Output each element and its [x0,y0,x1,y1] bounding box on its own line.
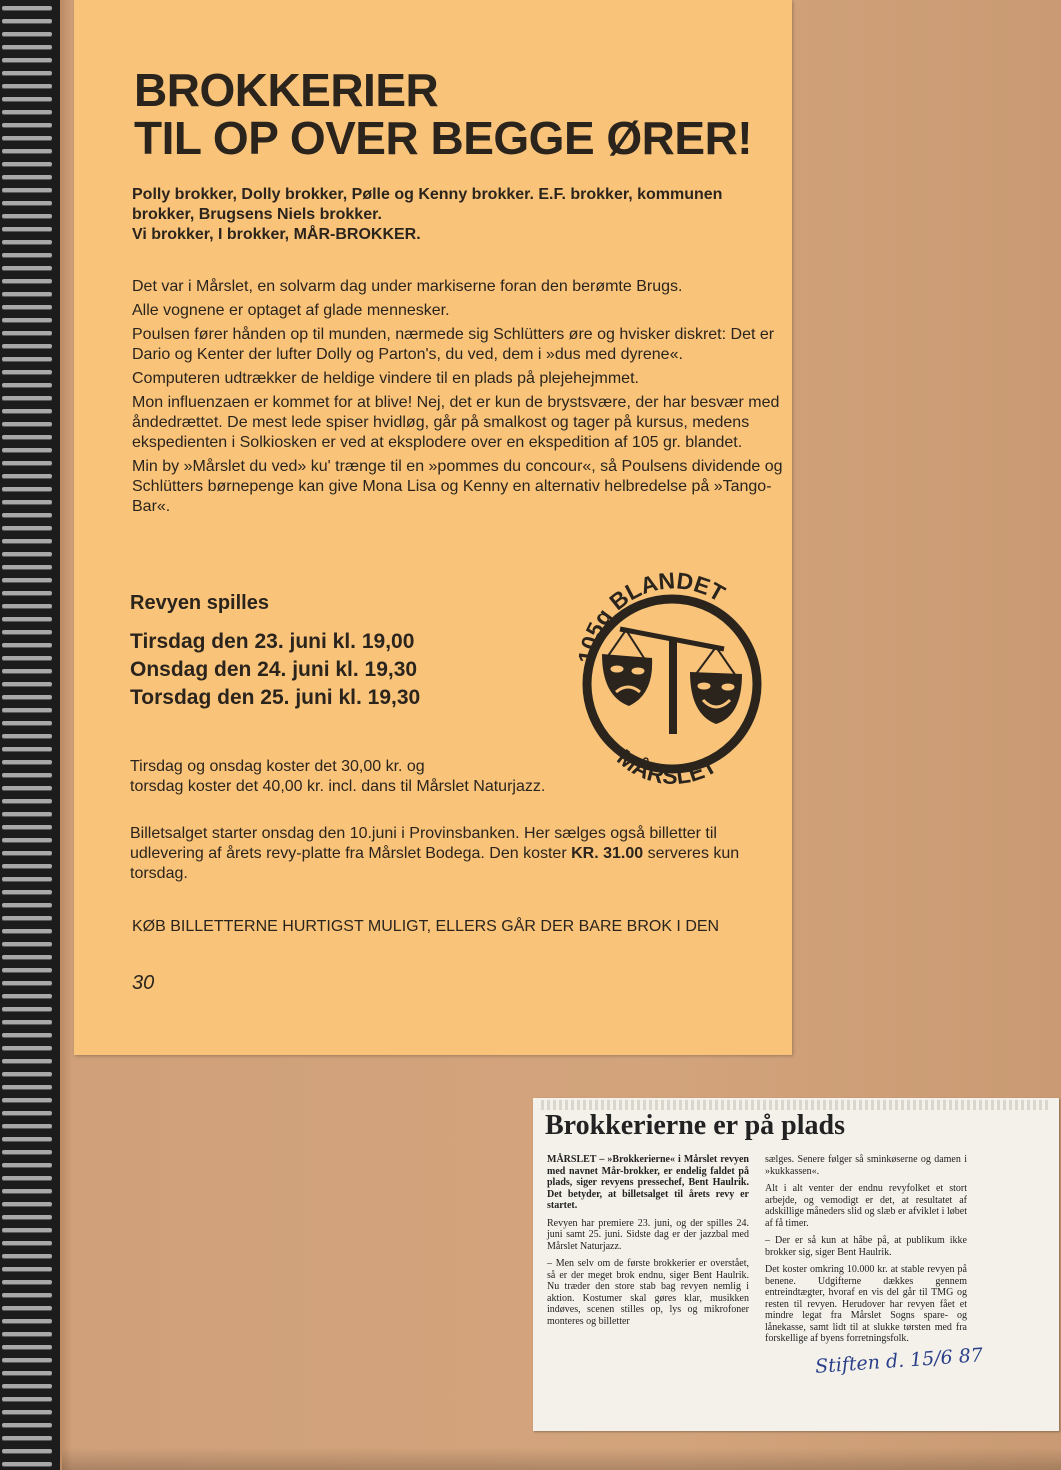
spiral-loop [2,1267,52,1271]
spiral-loop [2,994,52,998]
intro-line: Polly brokker, Dolly brokker, Pølle og Kenny brokker. E.F. brokker, kommunen brokker, Brugsens Niels brokker. [132,186,723,223]
spiral-loop [2,448,52,452]
spiral-loop [2,84,52,88]
spiral-loop [2,851,52,855]
spiral-loop [2,578,52,582]
spiral-loop [2,1111,52,1115]
logo-bottom-text: MÅRSLET [612,743,721,790]
spiral-loop [2,32,52,36]
spiral-loop [2,201,52,205]
spiral-binding [0,0,62,1470]
spiral-loop [2,890,52,894]
spiral-loop [2,734,52,738]
bleed-through-text [541,1100,1051,1110]
spiral-loop [2,1345,52,1349]
spiral-loop [2,149,52,153]
spiral-loop [2,682,52,686]
spiral-loop [2,396,52,400]
clipping-paragraph: sælges. Senere følger så sminkøserne og damen i »kukkassen«. [765,1154,967,1177]
spiral-loop [2,422,52,426]
spiral-loop [2,955,52,959]
ticket-sales-text: Billetsalget starter onsdag den 10.juni i Provinsbanken. Her sælges også billetter til udlevering af årets revy-platte fra Mårslet Bodega. Den koster [130,825,717,862]
spiral-loop [2,786,52,790]
spiral-loop [2,526,52,530]
body-paragraph: Det var i Mårslet, en solvarm dag under markiserne foran den berømte Brugs. [132,278,683,295]
spiral-loop [2,617,52,621]
spiral-loop [2,760,52,764]
spiral-loop [2,214,52,218]
spiral-loop [2,1007,52,1011]
spiral-loop [2,331,52,335]
spiral-loop [2,1085,52,1089]
spiral-loop [2,175,52,179]
spiral-loop [2,292,52,296]
spiral-loop [2,1293,52,1297]
spiral-loop [2,747,52,751]
ticket-sales-text-end: serveres kun torsdag. [130,845,740,882]
spiral-loop [2,19,52,23]
spiral-loop [2,58,52,62]
spiral-loop [2,695,52,699]
spiral-loop [2,188,52,192]
show-date: Torsdag den 25. juni kl. 19,30 [130,686,421,709]
clipping-lead: MÅRSLET – »Brokkerierne« i Mårslet revyen med navnet Mår-brokker, er endelig faldet på plads, siger revyens pressechef, Bent Haulrik. Det betyder, at billetsalget til årets revy er startet. [547,1154,749,1211]
ticket-prices [130,757,650,797]
spiral-loop [2,591,52,595]
spiral-loop [2,305,52,309]
spiral-loop [2,474,52,478]
show-title: Revyen spilles [130,592,269,614]
spiral-loop [2,1033,52,1037]
spiral-loop [2,409,52,413]
body-paragraph: Mon influenzaen er kommet for at blive! Nej, det er kun de brystsvære, der har besvær med åndedrættet. De mest lede spiser hvidløg, går på smalkost og tager på kursus, medens ekspedienten i Solkiosken er ved at eksplodere over en ekspedition af 105 gr. blandet. [132,394,780,451]
spiral-loop [2,916,52,920]
spiral-loop [2,1423,52,1427]
spiral-loop [2,1137,52,1141]
page-shadow [62,1448,1061,1470]
spiral-loop [2,435,52,439]
spiral-loop [2,1072,52,1076]
spiral-loop [2,253,52,257]
spiral-loop [2,162,52,166]
spiral-loop [2,279,52,283]
body-paragraph: Min by »Mårslet du ved» ku' trænge til en »pommes du concour«, så Poulsens dividende og Schlütters børnepenge kan give Mona Lisa og Kenny en alternativ helbredelse på »Tango-Bar«. [132,458,783,515]
spiral-loop [2,1059,52,1063]
spiral-loop [2,669,52,673]
spiral-loop [2,1228,52,1232]
spiral-loop [2,1280,52,1284]
clipping-column-1 [547,1154,749,1333]
spiral-loop [2,773,52,777]
spiral-loop [2,968,52,972]
spiral-loop [2,318,52,322]
spiral-loop [2,1189,52,1193]
newspaper-clipping [533,1098,1059,1431]
spiral-loop [2,942,52,946]
spiral-loop [2,721,52,725]
spiral-loop [2,864,52,868]
clipping-paragraph: Det koster omkring 10.000 kr. at stable revyen på benene. Udgifterne dækkes gennem entreindtægter, hvoraf en vis del går til TMG og resten til revyen. Herudover har revyen fået et mindre legat fra Mårslet Sogns spare- og lånekasse, samt lidt til at slukke tørsten med fra forskellige af byens forretningsfolk. [765,1264,967,1344]
spiral-loop [2,1163,52,1167]
spiral-loop [2,643,52,647]
spiral-loop [2,1384,52,1388]
clipping-paragraph: Revyen har premiere 23. juni, og der spilles 24. juni samt 25. juni. Sidste dag er der jazzbal med Mårslet Naturjazz. [547,1217,749,1252]
spiral-loop [2,1449,52,1453]
clipping-column-2 [765,1154,967,1351]
spiral-loop [2,1202,52,1206]
spiral-loop [2,1098,52,1102]
clipping-paragraph: Alt i alt venter der endnu revyfolket et stort arbejde, og vemodigt er det, at resultatet af adskillige måneders slid og slæb er afviklet i løbet af få timer. [765,1183,967,1229]
spiral-loop [2,266,52,270]
spiral-loop [2,1150,52,1154]
body-paragraph: Alle vognene er optaget af glade mennesker. [132,302,450,319]
spiral-loop [2,6,52,10]
closing-line: KØB BILLETTERNE HURTIGST MULIGT, ELLERS GÅR DER BARE BROK I DEN [132,918,720,935]
spiral-loop [2,708,52,712]
spiral-loop [2,1254,52,1258]
price-line: Tirsdag og onsdag koster det 30,00 kr. og [130,758,425,775]
spiral-loop [2,123,52,127]
handwritten-source-note: Stiften d. 15/6 87 [814,1344,984,1378]
spiral-loop [2,240,52,244]
headline-line-1: BROKKERIER [134,64,439,116]
flyer-intro [132,185,782,245]
spiral-loop [2,825,52,829]
spiral-loop [2,812,52,816]
spiral-loop [2,1358,52,1362]
revue-flyer [74,0,792,1055]
headline-line-2: TIL OP OVER BEGGE ØRER! [134,112,753,164]
spiral-loop [2,45,52,49]
clipping-paragraph: – Men selv om de første brokkerier er overstået, så er der meget brok endnu, siger Bent Haulrik. Nu træder den store stab bag revyen nemlig i aktion. Kostumer skal gøres klar, musikken indøves, scenen stilles op, lys og mikrofoner monteres og billetter [547,1258,749,1327]
show-date: Onsdag den 24. juni kl. 19,30 [130,658,418,681]
scale-with-theatre-masks-icon [602,629,742,734]
spiral-loop [2,1215,52,1219]
spiral-loop [2,1176,52,1180]
show-dates [130,628,420,712]
spiral-loop [2,1306,52,1310]
spiral-loop [2,903,52,907]
clipping-title: Brokkerierne er på plads [545,1110,845,1141]
spiral-loop [2,1241,52,1245]
spiral-loop [2,1436,52,1440]
spiral-loop [2,799,52,803]
show-date: Tirsdag den 23. juni kl. 19,00 [130,630,415,653]
spiral-loop [2,630,52,634]
flyer-headline [134,66,752,162]
spiral-loop [2,513,52,517]
spiral-loop [2,539,52,543]
spiral-loop [2,344,52,348]
intro-line: Vi brokker, I brokker, MÅR-BROKKER. [132,226,421,243]
spiral-loop [2,357,52,361]
spiral-loop [2,565,52,569]
logo-top-text: 105g BLANDET [572,567,730,665]
spiral-loop [2,1046,52,1050]
spiral-loop [2,552,52,556]
spiral-loop [2,383,52,387]
spiral-loop [2,227,52,231]
price-line: torsdag koster det 40,00 kr. incl. dans til Mårslet Naturjazz. [130,778,546,795]
spiral-loop [2,110,52,114]
spiral-loop [2,656,52,660]
spiral-loop [2,1124,52,1128]
page-number: 30 [132,972,155,994]
spiral-loop [2,1462,52,1466]
spiral-loop [2,97,52,101]
spiral-loop [2,1371,52,1375]
spiral-loop [2,877,52,881]
spiral-loop [2,71,52,75]
spiral-loop [2,981,52,985]
body-paragraph: Computeren udtrækker de heldige vindere til en plads på plejehejmmet. [132,370,639,387]
spiral-loop [2,370,52,374]
spiral-loop [2,500,52,504]
spiral-loop [2,1020,52,1024]
spiral-loop [2,929,52,933]
spiral-loop [2,136,52,140]
spiral-loop [2,487,52,491]
spiral-loop [2,604,52,608]
spiral-loop [2,838,52,842]
spiral-loop [2,1332,52,1336]
spiral-loop [2,1319,52,1323]
spiral-loop [2,1397,52,1401]
clipping-paragraph: – Der er så kun at håbe på, at publikum ikke brokker sig, siger Bent Haulrik. [765,1235,967,1258]
ticket-sales-info [130,824,794,884]
spiral-loop [2,1410,52,1414]
spiral-loop [2,461,52,465]
flyer-body [132,277,786,521]
body-paragraph: Poulsen fører hånden op til munden, nærmede sig Schlütters øre og hvisker diskret: Det er Dario og Kenter der lufter Dolly og Parton's, du ved, dem i »dus med dyrene«. [132,326,775,363]
platte-price: KR. 31.00 [571,845,644,862]
